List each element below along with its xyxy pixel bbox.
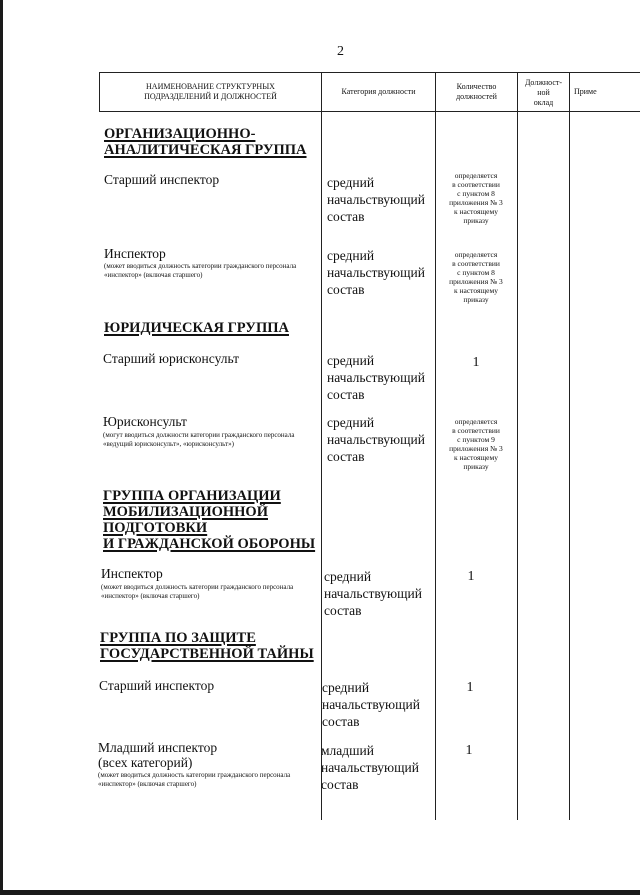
position-category: средний начальствующий состав (327, 248, 425, 297)
position-category: средний начальствующий состав (327, 415, 425, 464)
page-number: 2 (337, 44, 344, 59)
position-note: (может вводиться должность категории гражданского персонала «инспектор» (включая старшего) (104, 262, 297, 279)
header-quantity-column: Количество должностей (456, 82, 497, 101)
position-title: Юрисконсульт (103, 414, 187, 429)
position-quantity: 1 (465, 743, 473, 758)
position-quantity: 1 (467, 569, 475, 584)
section-title: ОРГАНИЗАЦИОННО- АНАЛИТИЧЕСКАЯ ГРУППА (104, 126, 307, 158)
position-title: Старший юрисконсульт (103, 351, 240, 366)
position-category: средний начальствующий состав (327, 353, 425, 402)
header-name-column: НАИМЕНОВАНИЕ СТРУКТУРНЫХ ПОДРАЗДЕЛЕНИЙ И ДОЛЖНОСТЕЙ (144, 82, 277, 101)
position-quantity: 1 (466, 680, 474, 695)
position-category: средний начальствующий состав (322, 680, 420, 729)
position-title: Старший инспектор (104, 172, 220, 187)
position-note: (может вводиться должность категории гражданского персонала «инспектор» (включая старшего) (98, 771, 291, 788)
position-category: средний начальствующий состав (327, 175, 425, 224)
position-title: Старший инспектор (99, 678, 215, 693)
position-quantity-note: определяется в соответствии с пунктом 8 приложения № 3 к настоящему приказу (449, 250, 503, 304)
position-title: Младший инспектор (всех категорий) (98, 740, 218, 770)
section-title: ГРУППА ОРГАНИЗАЦИИ МОБИЛИЗАЦИОННОЙ ПОДГОТОВКИ И ГРАЖДАНСКОЙ ОБОРОНЫ (103, 488, 316, 552)
section-title: ГРУППА ПО ЗАЩИТЕ ГОСУДАРСТВЕННОЙ ТАЙНЫ (100, 630, 314, 662)
scan-edge-bottom (0, 890, 640, 895)
position-quantity: 1 (472, 355, 480, 370)
header-salary-column: Должност- ной оклад (524, 78, 563, 107)
position-category: младший начальствующий состав (321, 743, 419, 792)
col-divider-note (569, 72, 570, 820)
col-divider-salary (517, 72, 518, 820)
table-header-border (99, 111, 640, 112)
position-note: (могут вводиться должности категории гражданского персонала «ведущий юрисконсульт», «юрисконсульт») (103, 431, 295, 448)
position-quantity-note: определяется в соответствии с пунктом 9 приложения № 3 к настоящему приказу (449, 417, 503, 471)
position-note: (может вводиться должность категории гражданского персонала «инспектор» (включая старшего) (101, 583, 294, 600)
header-note-column: Приме (574, 87, 597, 96)
header-category-column: Категория должности (341, 87, 416, 96)
position-category: средний начальствующий состав (324, 569, 422, 618)
position-title: Инспектор (101, 566, 163, 581)
position-quantity-note: определяется в соответствии с пунктом 8 приложения № 3 к настоящему приказу (449, 171, 503, 225)
scan-edge-left (0, 0, 3, 895)
position-title: Инспектор (104, 246, 166, 261)
section-title: ЮРИДИЧЕСКАЯ ГРУППА (104, 320, 289, 336)
table-top-border (99, 72, 640, 73)
